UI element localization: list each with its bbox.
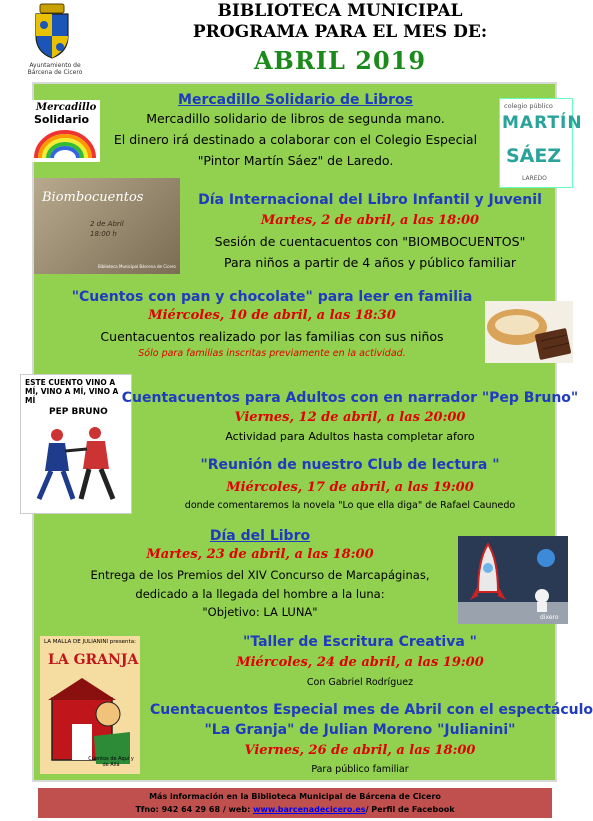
footer-website-link[interactable]: www.barcenadecicero.es [253,805,366,814]
footer-phone: Tfno: 942 64 29 68 / web: [135,805,254,814]
crest-caption-line-2: Bárcena de Cicero [27,69,83,76]
event-dia-libro-date: Martes, 23 de abril, a las 18:00 [146,547,374,562]
pep-bruno-name: PEP BRUNO [49,407,108,417]
event-club-lectura-line-1: donde comentaremos la novela "Lo que ella diga" de Rafael Caunedo [184,500,516,511]
event-taller-escritura-line-1: Con Gabriel Rodríguez [306,677,414,688]
event-mercadillo-line-3: "Pintor Martín Sáez" de Laredo. [197,153,394,168]
event-la-granja-date: Viernes, 26 de abril, a las 18:00 [244,743,476,758]
biombocuentos-footer: Biblioteca Municipal Bárcena de Cicero [98,264,176,269]
school-logo-line-3: LAREDO [522,175,547,182]
rocket-caption: dixero [540,614,559,621]
event-pep-bruno-date: Viernes, 12 de abril, a las 20:00 [234,410,466,425]
event-pep-bruno-title: Cuentacuentos para Adultos con en narrador "Pep Bruno" [121,390,579,406]
event-pan-chocolate-title: "Cuentos con pan y chocolate" para leer en familia [71,289,473,305]
municipal-crest [30,2,74,60]
event-dia-libro-line-2: dedicado a la llegada del hombre a la luna: [135,587,385,601]
farm-illustration-icon [46,674,134,768]
biombocuentos-date-1: 2 de Abril [90,220,124,228]
la-granja-poster-sub: Cuentos de Aquí y de Allá [88,756,134,768]
header-subtitle: PROGRAMA PARA EL MES DE: [192,22,488,42]
mercadillo-logo-line-2: Solidario [34,113,90,126]
event-libro-infantil-date: Martes, 2 de abril, a las 18:00 [260,213,480,228]
school-logo-line-2: SÁEZ [506,145,562,167]
header-title: BIBLIOTECA MUNICIPAL [217,1,463,21]
crest-caption-line-1: Ayuntamiento de [29,62,81,69]
school-logo-line-1: MARTÍN [502,113,583,133]
biombocuentos-title: Biombocuentos [42,190,144,205]
event-club-lectura-title: "Reunión de nuestro Club de lectura " [200,457,500,473]
event-taller-escritura-title: "Taller de Escritura Creativa " [243,634,477,650]
biombocuentos-date-2: 18:00 h [90,230,117,238]
event-la-granja-line-1: Para público familiar [311,764,409,775]
event-la-granja-title-2: "La Granja" de Julian Moreno "Julianini" [204,722,516,738]
event-dia-libro-title: Día del Libro [209,528,311,544]
header-month: ABRIL 2019 [253,46,427,75]
event-la-granja-title-1: Cuentacuentos Especial mes de Abril con el espectáculo [150,702,593,718]
footer-info: Más información en la Biblioteca Municipal de Bárcena de Cicero [149,792,441,801]
school-logo-top: colegio público [504,102,553,110]
event-mercadillo-title: Mercadillo Solidario de Libros [178,92,413,108]
event-libro-infantil-line-1: Sesión de cuentacuentos con "BIOMBOCUENTOS" [214,234,526,249]
mercadillo-logo-line-1: Mercadillo [36,102,97,113]
event-libro-infantil-title: Día Internacional del Libro Infantil y Juvenil [198,192,542,208]
event-dia-libro-line-1: Entrega de los Premios del XIV Concurso de Marcapáginas, [90,568,430,582]
dancers-illustration-icon [29,421,123,505]
event-taller-escritura-date: Miércoles, 24 de abril, a las 19:00 [236,655,484,670]
event-mercadillo-line-2: El dinero irá destinado a colaborar con el Colegio Especial [113,132,478,147]
pep-bruno-image [20,374,132,514]
event-pan-chocolate-date: Miércoles, 10 de abril, a las 18:30 [148,308,396,323]
event-pan-chocolate-line-1: Cuentacuentos realizado por las familias con sus niños [100,329,444,344]
event-libro-infantil-line-2: Para niños a partir de 4 años y público familiar [223,255,516,270]
footer-facebook: / Perfil de Facebook [365,805,455,814]
la-granja-poster-top: LA MALLA DE JULIANINI presenta: [44,639,136,645]
event-pan-chocolate-line-2: Sólo para familias inscritas previamente en la actividad. [138,348,406,359]
event-mercadillo-line-1: Mercadillo solidario de libros de segunda mano. [146,111,445,126]
pep-bruno-handwriting: ESTE CUENTO VINO A MÍ, VINO A MÍ, VINO A MÍ [25,378,119,405]
la-granja-poster [40,636,140,774]
crest-caption [10,62,100,76]
event-dia-libro-line-3: "Objetivo: LA LUNA" [202,605,318,619]
footer-contact [38,805,552,814]
event-club-lectura-date: Miércoles, 17 de abril, a las 19:00 [226,480,474,495]
event-pep-bruno-line-1: Actividad para Adultos hasta completar aforo [225,430,475,443]
la-granja-poster-title: LA GRANJA [48,652,139,668]
